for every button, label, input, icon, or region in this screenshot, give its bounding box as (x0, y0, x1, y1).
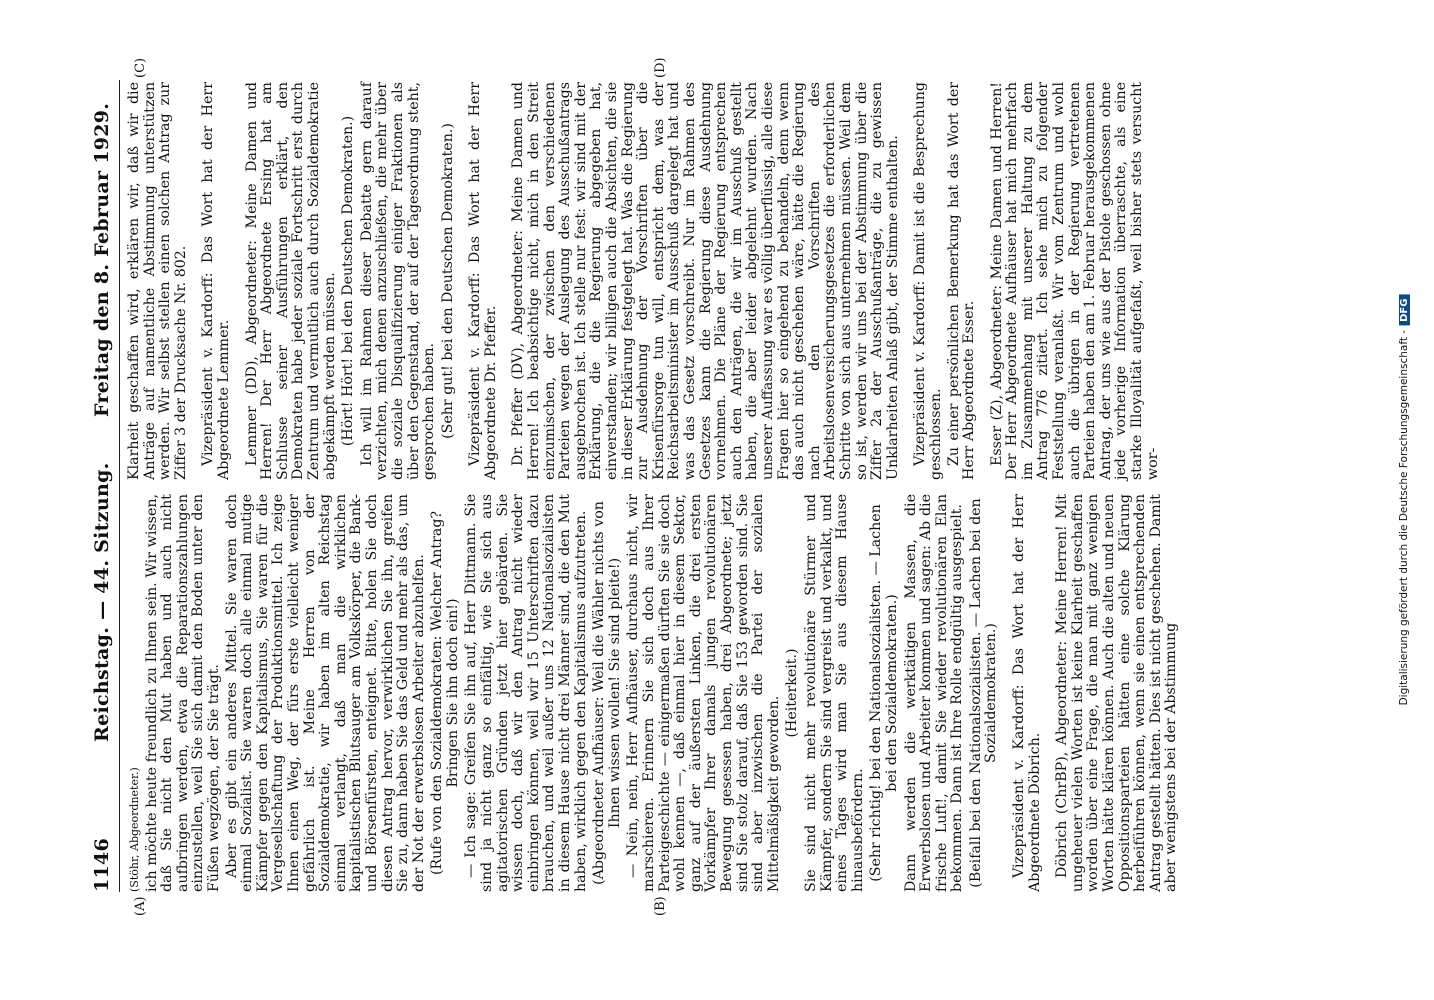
speech: Dr. Pfeffer (DV), Abgeordneter: Meine Damen und Herren! Ich beabsichtige nicht, mich in den Streit einzumischen, der zwischen den verschiedenen Parteien wegen der Auslegung des Ausschußantrags ausgebrochen ist. Ich stelle nur fest: wir sind mit der Erklärung, die die Regierung abgegeben hat, einverstanden; wir billigen auch die Absichten, die sie in dieser Erklärung festgelegt hat. Was die Regierung zur Ausdehnung der Vorschriften über die Krisenfürsorge tun will, entspricht dem, was der Reichsarbeitsminister im Ausschuß dargelegt hat und was das Gesetz vorschreibt. Nur im Rahmen des Gesetzes kann die Regierung diese Ausdehnung vornehmen. Die Pläne der Regierung entsprechen auch den Anträgen, die wir im Ausschuß gestellt haben, die aber leider abgelehnt wurden. Nach unserer Auffassung war es völlig überflüssig, alle diese Fragen hier so eingehend zu behandeln, denn wenn das auch nicht geschehen wäre, hätte die Regierung nach den Vorschriften des Arbeitslosenversicherungsgesetzes die erforderlichen Schritte von sich aus unternehmen müssen. Weil dem so ist, werden wir uns bei der Abstimmung über die Ziffer 2a der Ausschußanträge, die zu gewissen Unklarheiten Anlaß gibt, der Stimme enthalten. (510, 82, 901, 480)
interjection: (Sehr gut! bei den Deutschen Demokraten.) (439, 123, 456, 439)
speaker-announcement: Vizepräsident v. Kardorff: Das Wort hat der Herr Abgeordnete Lemmer. (200, 82, 232, 480)
interjection: (Heiterkeit.) (784, 648, 801, 738)
page-number: 1146 (91, 837, 113, 892)
left-column (127, 494, 1182, 892)
speech: Lemmer (DD), Abgeordneter: Meine Damen und Herren! Der Herr Abgeordnete Ersing hat am Schlusse seiner Ausführungen erklärt, den Demokraten habe jeder soziale Fortschritt erst durch Zentrum und vermutlich auch durch Sozialdemokratie abgekämpft werden müssen. (243, 82, 338, 480)
speaker-announcement: Vizepräsident v. Kardorff: Das Wort hat der Herr Abgeordnete Dr. Pfeffer. (467, 82, 499, 480)
interjection: (Abgeordneter Aufhäuser: Weil die Wähler nichts von Ihnen wissen wollen! Sie sind pleite!) (591, 501, 623, 885)
digitization-credit (1398, 295, 1410, 706)
header-rule (119, 80, 120, 892)
session-title: Reichstag. — 44. Sitzung. (91, 462, 113, 742)
speech: Döbrich (ChrBP), Abgeordneter: Meine Herren! Mit ungeheuer vielen Worten ist keine Klarheit geschaffen worden über eine Frage, die man mit ganz wenigen Worten hätte klären können. Auch die alten und neuen Oppositionsparteien hätten eine solche Klärung herbeiführen können, wenn sie einen entsprechenden Antrag gestellt hätten. Dies ist nicht geschehen. Damit aber wenigstens bei der Abstimmung (1054, 494, 1180, 892)
interjection: (Hört! Hört! bei den Deutschen Demokraten.) (340, 115, 357, 447)
interjection: (Sehr richtig! bei den Nationalsozialisten. — Lachen bei den Sozialdemokraten.) (868, 504, 900, 882)
margin-marker-a: (A) (133, 896, 148, 916)
paragraph: — Nein, nein, Herr Aufhäuser, durchaus nicht, wir marschieren. Erinnern Sie sich doch aus Ihrer Parteigeschichte — einigermaßen dürften Sie sie doch wohl kennen —, daß einmal hier in diesem Sektor, ganz auf der äußersten Linken, die drei ersten Vorkämpfer Ihrer damals jungen revolutionären Bewegung gesessen haben, drei Abgeordnete; jetzt sind Sie stolz darauf, daß Sie 153 geworden sind. Sie sind aber inzwischen die Partei der sozialen Mittelmäßigkeit geworden. (625, 494, 782, 892)
margin-marker-d: (D) (653, 57, 668, 78)
paragraph: ich möchte heute freundlich zu Ihnen sein. Wir wissen, daß Sie nicht den Mut haben und auch nicht aufbringen werden, etwa die Reparationszahlungen einzustellen, weil Sie sich damit den Boden unter den Füßen wegzögen, der Sie trägt. (143, 494, 222, 892)
document-page (75, 57, 1255, 940)
paragraph: Aber es gibt ein anderes Mittel. Sie waren doch einmal Sozialist. Sie waren doch alle einmal mutige Kämpfer gegen den Kapitalismus, Sie waren für die Vergesellschaftung der Produktionsmittel. Ich zeige Ihnen einen Weg, der fürs erste vielleicht weniger gefährlich ist. Meine Herren von der Sozialdemokratie, wir haben im alten Reichstag einmal verlangt, daß man die wirklichen kapitalistischen Blutsauger am Volkskörper, die Bank- und Börsenfürsten, enteignet. Bitte, holen Sie doch diesen Antrag hervor, verwirklichen Sie ihn, greifen Sie zu, dann haben Sie das Geld und mehr als das, um der Not der erwerbslosen Arbeiter abzuhelfen. (223, 494, 427, 892)
paragraph: Sie sind nicht mehr revolutionäre Stürmer und Kämpfer, sondern Sie sind vergreist und verkalkt, und eines Tages wird man Sie aus diesem Hause hinausbefördern. (802, 494, 866, 892)
speech: Esser (Z), Abgeordneter: Meine Damen und Herren! Der Herr Abgeordnete Aufhäuser hat mich mehrfach im Zusammenhang mit unserer Haltung zu dem Antrag 776 zitiert. Ich sehe mich zu folgender Feststellung veranlaßt. Wir vom Zentrum und wohl auch die übrigen in der Regierung vertretenen Parteien haben den am 1. Februar herausgekommenen Antrag, der uns wie aus der Pistole geschossen ohne jede vorherige Information überraschte, als eine starke Illoyalität aufgefaßt, weil bisher stets versucht wor- (988, 82, 1161, 480)
margin-marker-c: (C) (133, 57, 148, 78)
right-column (127, 82, 1163, 480)
interjection: (Beifall bei den Nationalsozialisten. — Lachen bei den Sozialdemokraten.) (967, 498, 1000, 888)
speaker-announcement: Vizepräsident v. Kardorff: Damit ist die Besprechung geschlossen. (912, 82, 944, 480)
margin-marker-b: (B) (653, 896, 668, 916)
interjection: (Rufe von den Sozialdemokraten: Welcher Antrag? Bringen Sie ihn doch ein!) (429, 510, 461, 876)
paragraph: — Ich sage: Greifen Sie ihn auf, Herr Dittmann. Sie sind ja nicht ganz so einfältig, wie Sie sich aus agitatorischen Gründen jetzt hier gebärden. Sie wissen doch, daß wir den Antrag nicht wieder einbringen können, weil wir 15 Unterschriften dazu brauchen, und weil außer uns 12 Nationalsozialisten in diesem Hause nicht drei Männer sind, die den Mut haben, wirklich gegen den Kapitalismus aufzutreten. (463, 494, 589, 892)
paragraph: Zu einer persönlichen Bemerkung hat das Wort der Herr Abgeordnete Esser. (945, 82, 978, 480)
speaker-announcement: Vizepräsident v. Kardorff: Das Wort hat der Herr Abgeordnete Döbrich. (1011, 494, 1043, 892)
date-title: Freitag den 8. Februar 1929. (91, 102, 113, 417)
dfg-logo: DFG (1399, 295, 1410, 326)
credit-text: Digitalisierung gefördert durch die Deutsche Forschungsgemeinschaft - (1398, 329, 1410, 706)
page-header (87, 80, 121, 892)
paragraph: Dann werden die werktätigen Massen, die Erwerbslosen und Arbeiter kommen und sagen: Ab die frische Luft!, damit Sie wieder revolutionären Elan bekommen. Dann ist Ihre Rolle endgültig ausgespielt. (902, 494, 966, 892)
paragraph: Klarheit geschaffen wird, erklären wir, daß wir die Anträge auf namentliche Abstimmung unterstützen werden. Wir selbst stellen einen solchen Antrag zur Ziffer 3 der Drucksache Nr. 802. (126, 82, 189, 480)
speaker-continuation: (Stöhr, Abgeordneter.) (128, 767, 141, 892)
paragraph: Ich will im Rahmen dieser Debatte gern darauf verzichten, mich denen anzuschließen, die mehr über die soziale Disqualifizierung einiger Fraktionen als über den Gegenstand, der auf der Tagesordnung steht, gesprochen haben. (358, 82, 438, 480)
